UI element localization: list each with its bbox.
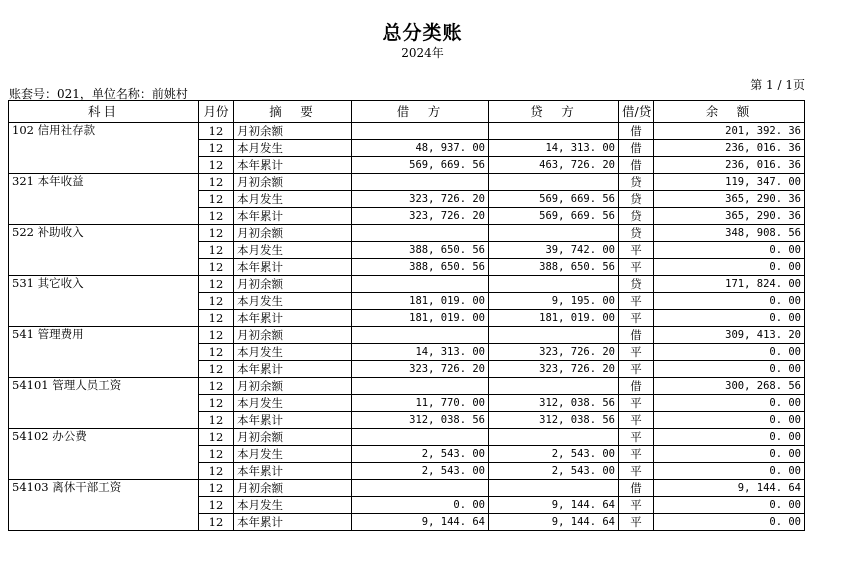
balance-cell: 0. 00 [654, 412, 805, 429]
debit-cell [352, 480, 489, 497]
month-cell: 12 [199, 327, 234, 344]
report-title: 总分类账 [382, 22, 463, 44]
col-balance: 余 额 [654, 101, 805, 123]
summary-cell: 月初余额 [234, 225, 352, 242]
account-subject: 54102 办公费 [9, 429, 199, 480]
debit-cell [352, 378, 489, 395]
account-subject: 102 信用社存款 [9, 123, 199, 174]
balance-cell: 0. 00 [654, 310, 805, 327]
summary-cell: 月初余额 [234, 480, 352, 497]
debit-cell: 388, 650. 56 [352, 242, 489, 259]
balance-cell: 0. 00 [654, 361, 805, 378]
direction-cell: 借 [619, 378, 654, 395]
debit-cell: 323, 726. 20 [352, 191, 489, 208]
account-subject: 541 管理费用 [9, 327, 199, 378]
table-row [9, 174, 805, 191]
debit-cell: 569, 669. 56 [352, 157, 489, 174]
credit-cell [489, 276, 619, 293]
balance-cell: 365, 290. 36 [654, 208, 805, 225]
balance-cell: 0. 00 [654, 429, 805, 446]
credit-cell: 9, 195. 00 [489, 293, 619, 310]
direction-cell: 贷 [619, 191, 654, 208]
direction-cell: 平 [619, 242, 654, 259]
month-cell: 12 [199, 412, 234, 429]
month-cell: 12 [199, 123, 234, 140]
credit-cell [489, 378, 619, 395]
account-subject: 522 补助收入 [9, 225, 199, 276]
credit-cell [489, 123, 619, 140]
month-cell: 12 [199, 310, 234, 327]
direction-cell: 借 [619, 480, 654, 497]
summary-cell: 本月发生 [234, 140, 352, 157]
table-row [9, 480, 805, 497]
credit-cell: 39, 742. 00 [489, 242, 619, 259]
debit-cell [352, 276, 489, 293]
credit-cell [489, 480, 619, 497]
summary-cell: 本年累计 [234, 361, 352, 378]
credit-cell: 312, 038. 56 [489, 412, 619, 429]
credit-cell: 9, 144. 64 [489, 497, 619, 514]
direction-cell: 平 [619, 293, 654, 310]
report-year: 2024年 [401, 46, 444, 60]
month-cell: 12 [199, 208, 234, 225]
balance-cell: 0. 00 [654, 344, 805, 361]
summary-cell: 本年累计 [234, 259, 352, 276]
col-credit: 贷 方 [489, 101, 619, 123]
balance-cell: 300, 268. 56 [654, 378, 805, 395]
summary-cell: 本年累计 [234, 514, 352, 531]
balance-cell: 0. 00 [654, 395, 805, 412]
col-summary: 摘 要 [234, 101, 352, 123]
credit-cell: 463, 726. 20 [489, 157, 619, 174]
direction-cell: 平 [619, 395, 654, 412]
balance-cell: 201, 392. 36 [654, 123, 805, 140]
balance-cell: 365, 290. 36 [654, 191, 805, 208]
balance-cell: 0. 00 [654, 497, 805, 514]
summary-cell: 月初余额 [234, 123, 352, 140]
balance-cell: 348, 908. 56 [654, 225, 805, 242]
month-cell: 12 [199, 225, 234, 242]
credit-cell: 14, 313. 00 [489, 140, 619, 157]
direction-cell: 贷 [619, 225, 654, 242]
credit-cell: 2, 543. 00 [489, 463, 619, 480]
debit-cell: 2, 543. 00 [352, 446, 489, 463]
ledger-body [9, 123, 805, 531]
balance-cell: 236, 016. 36 [654, 157, 805, 174]
summary-cell: 本月发生 [234, 395, 352, 412]
summary-cell: 月初余额 [234, 327, 352, 344]
balance-cell: 309, 413. 20 [654, 327, 805, 344]
month-cell: 12 [199, 361, 234, 378]
table-row [9, 123, 805, 140]
balance-cell: 236, 016. 36 [654, 140, 805, 157]
credit-cell: 323, 726. 20 [489, 344, 619, 361]
table-row [9, 225, 805, 242]
debit-cell [352, 174, 489, 191]
col-debit: 借 方 [352, 101, 489, 123]
direction-cell: 借 [619, 157, 654, 174]
debit-cell: 2, 543. 00 [352, 463, 489, 480]
summary-cell: 本年累计 [234, 412, 352, 429]
balance-cell: 0. 00 [654, 293, 805, 310]
account-subject: 54103 离休干部工资 [9, 480, 199, 531]
summary-cell: 月初余额 [234, 378, 352, 395]
month-cell: 12 [199, 344, 234, 361]
debit-cell: 323, 726. 20 [352, 208, 489, 225]
debit-cell: 0. 00 [352, 497, 489, 514]
account-subject: 321 本年收益 [9, 174, 199, 225]
credit-cell [489, 225, 619, 242]
summary-cell: 本月发生 [234, 293, 352, 310]
summary-cell: 本月发生 [234, 242, 352, 259]
debit-cell: 48, 937. 00 [352, 140, 489, 157]
col-month: 月份 [199, 101, 234, 123]
credit-cell: 181, 019. 00 [489, 310, 619, 327]
credit-cell [489, 429, 619, 446]
direction-cell: 平 [619, 361, 654, 378]
credit-cell [489, 174, 619, 191]
account-subject: 54101 管理人员工资 [9, 378, 199, 429]
summary-cell: 本月发生 [234, 344, 352, 361]
balance-cell: 0. 00 [654, 242, 805, 259]
direction-cell: 借 [619, 327, 654, 344]
direction-cell: 借 [619, 123, 654, 140]
debit-cell [352, 327, 489, 344]
direction-cell: 平 [619, 412, 654, 429]
balance-cell: 0. 00 [654, 446, 805, 463]
debit-cell: 388, 650. 56 [352, 259, 489, 276]
month-cell: 12 [199, 480, 234, 497]
month-cell: 12 [199, 242, 234, 259]
month-cell: 12 [199, 174, 234, 191]
balance-cell: 0. 00 [654, 463, 805, 480]
col-direction: 借/贷 [619, 101, 654, 123]
month-cell: 12 [199, 429, 234, 446]
summary-cell: 本年累计 [234, 463, 352, 480]
direction-cell: 平 [619, 514, 654, 531]
table-row [9, 276, 805, 293]
direction-cell: 贷 [619, 208, 654, 225]
ledger-table [8, 100, 805, 531]
account-info: 账套号：021，单位名称：前姚村 [9, 87, 188, 101]
debit-cell: 312, 038. 56 [352, 412, 489, 429]
table-header-row [9, 101, 805, 123]
month-cell: 12 [199, 191, 234, 208]
direction-cell: 平 [619, 310, 654, 327]
col-subject: 科目 [9, 101, 199, 123]
debit-cell: 9, 144. 64 [352, 514, 489, 531]
debit-cell [352, 123, 489, 140]
direction-cell: 平 [619, 497, 654, 514]
month-cell: 12 [199, 259, 234, 276]
direction-cell: 平 [619, 344, 654, 361]
direction-cell: 贷 [619, 174, 654, 191]
balance-cell: 0. 00 [654, 259, 805, 276]
month-cell: 12 [199, 140, 234, 157]
debit-cell: 323, 726. 20 [352, 361, 489, 378]
credit-cell: 9, 144. 64 [489, 514, 619, 531]
month-cell: 12 [199, 514, 234, 531]
debit-cell [352, 429, 489, 446]
credit-cell: 569, 669. 56 [489, 191, 619, 208]
debit-cell: 11, 770. 00 [352, 395, 489, 412]
credit-cell: 388, 650. 56 [489, 259, 619, 276]
balance-cell: 0. 00 [654, 514, 805, 531]
balance-cell: 119, 347. 00 [654, 174, 805, 191]
page-indicator: 第 1 / 1页 [750, 78, 805, 92]
month-cell: 12 [199, 463, 234, 480]
month-cell: 12 [199, 378, 234, 395]
balance-cell: 9, 144. 64 [654, 480, 805, 497]
debit-cell [352, 225, 489, 242]
debit-cell: 181, 019. 00 [352, 293, 489, 310]
summary-cell: 本月发生 [234, 446, 352, 463]
debit-cell: 14, 313. 00 [352, 344, 489, 361]
table-row [9, 429, 805, 446]
summary-cell: 本年累计 [234, 208, 352, 225]
direction-cell: 平 [619, 259, 654, 276]
account-subject: 531 其它收入 [9, 276, 199, 327]
direction-cell: 平 [619, 429, 654, 446]
month-cell: 12 [199, 395, 234, 412]
month-cell: 12 [199, 446, 234, 463]
table-row [9, 378, 805, 395]
credit-cell: 2, 543. 00 [489, 446, 619, 463]
table-row [9, 327, 805, 344]
direction-cell: 借 [619, 140, 654, 157]
summary-cell: 本年累计 [234, 157, 352, 174]
debit-cell: 181, 019. 00 [352, 310, 489, 327]
credit-cell: 569, 669. 56 [489, 208, 619, 225]
balance-cell: 171, 824. 00 [654, 276, 805, 293]
summary-cell: 本年累计 [234, 310, 352, 327]
summary-cell: 月初余额 [234, 429, 352, 446]
direction-cell: 平 [619, 463, 654, 480]
direction-cell: 平 [619, 446, 654, 463]
month-cell: 12 [199, 293, 234, 310]
summary-cell: 本月发生 [234, 191, 352, 208]
credit-cell: 323, 726. 20 [489, 361, 619, 378]
credit-cell [489, 327, 619, 344]
summary-cell: 月初余额 [234, 174, 352, 191]
month-cell: 12 [199, 157, 234, 174]
month-cell: 12 [199, 276, 234, 293]
summary-cell: 本月发生 [234, 497, 352, 514]
credit-cell: 312, 038. 56 [489, 395, 619, 412]
month-cell: 12 [199, 497, 234, 514]
summary-cell: 月初余额 [234, 276, 352, 293]
direction-cell: 贷 [619, 276, 654, 293]
